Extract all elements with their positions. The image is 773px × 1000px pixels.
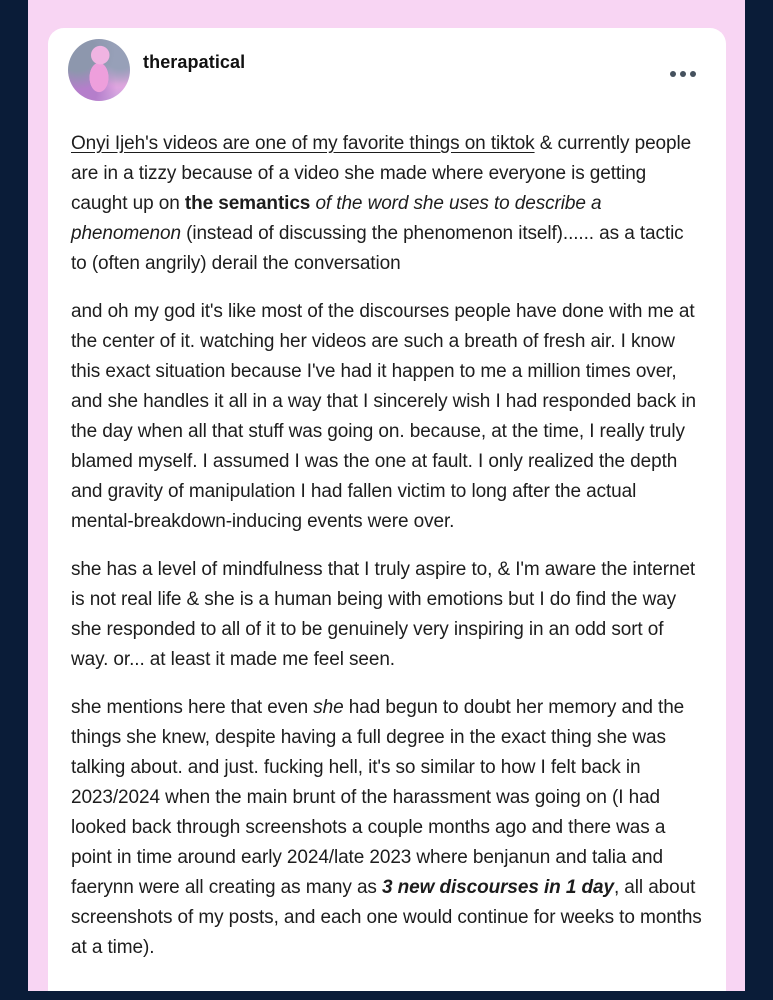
post-options-button[interactable]: [670, 67, 696, 81]
post-paragraph: [71, 693, 703, 963]
post-paragraph: [71, 555, 703, 675]
text-segment: she: [313, 697, 344, 718]
avatar[interactable]: [68, 39, 130, 101]
text-segment: she mentions here that even: [71, 697, 314, 718]
meatballs-menu-icon: [670, 71, 696, 77]
post-link[interactable]: Onyi Ijeh's videos are one of my favorite things on tiktok: [71, 133, 535, 154]
menu-dot: [680, 71, 686, 77]
text-segment: & currently people are in a tizzy because of a video she made where everyone is getting caught up on: [71, 133, 692, 214]
text-segment: the semantics: [184, 193, 311, 214]
text-segment: 3 new discourses in 1 day: [382, 877, 614, 898]
post-header: [48, 28, 726, 101]
menu-dot: [670, 71, 676, 77]
text-segment: of the word she uses to describe a phenomenon: [71, 193, 602, 244]
window-frame-left: [0, 0, 28, 1000]
post-paragraph: [71, 129, 703, 279]
text-segment: , all about screenshots of my posts, and each one would continue for weeks to months at a time).: [71, 877, 702, 958]
text-segment: and oh my god it's like most of the discourses people have done with me at the center of it. watching her videos are such a breath of fresh air. I know this exact situation because I've had it happen to me a million times over, and she handles it all in a way that I sincerely wish I had responded back in the day when all that stuff was going on. because, at the time, I really truly blamed myself. I assumed I was the one at fault. I only realized the depth and gravity of manipulation I had fallen victim to long after the actual mental-breakdown-inducing events were over.: [71, 301, 696, 532]
post-paragraph: [71, 297, 703, 537]
post-body: [48, 101, 726, 963]
username[interactable]: therapatical: [143, 52, 246, 72]
text-segment: she has a level of mindfulness that I truly aspire to, & I'm aware the internet is not real life & she is a human being with emotions but I do find the way she responded to all of it to be genuinely very inspiring in an odd sort of way. or... at least it made me feel seen.: [71, 559, 696, 670]
text-segment: had begun to doubt her memory and the things she knew, despite having a full degree in the exact thing she was talking about. and just. fucking hell, it's so similar to how I felt back in 2023/2024 when the main brunt of the harassment was going on (I had looked back through screenshots a couple months ago and there was a point in time around early 2024/late 2023 where benjanun and talia and faerynn were all creating as many as: [71, 697, 685, 898]
window-frame-right: [745, 0, 773, 1000]
text-segment: (instead of discussing the phenomenon itself)...... as a tactic to (often angrily) derail the conversation: [71, 223, 684, 274]
post-card: [48, 28, 726, 991]
window-frame-bottom: [0, 991, 773, 1000]
menu-dot: [690, 71, 696, 77]
